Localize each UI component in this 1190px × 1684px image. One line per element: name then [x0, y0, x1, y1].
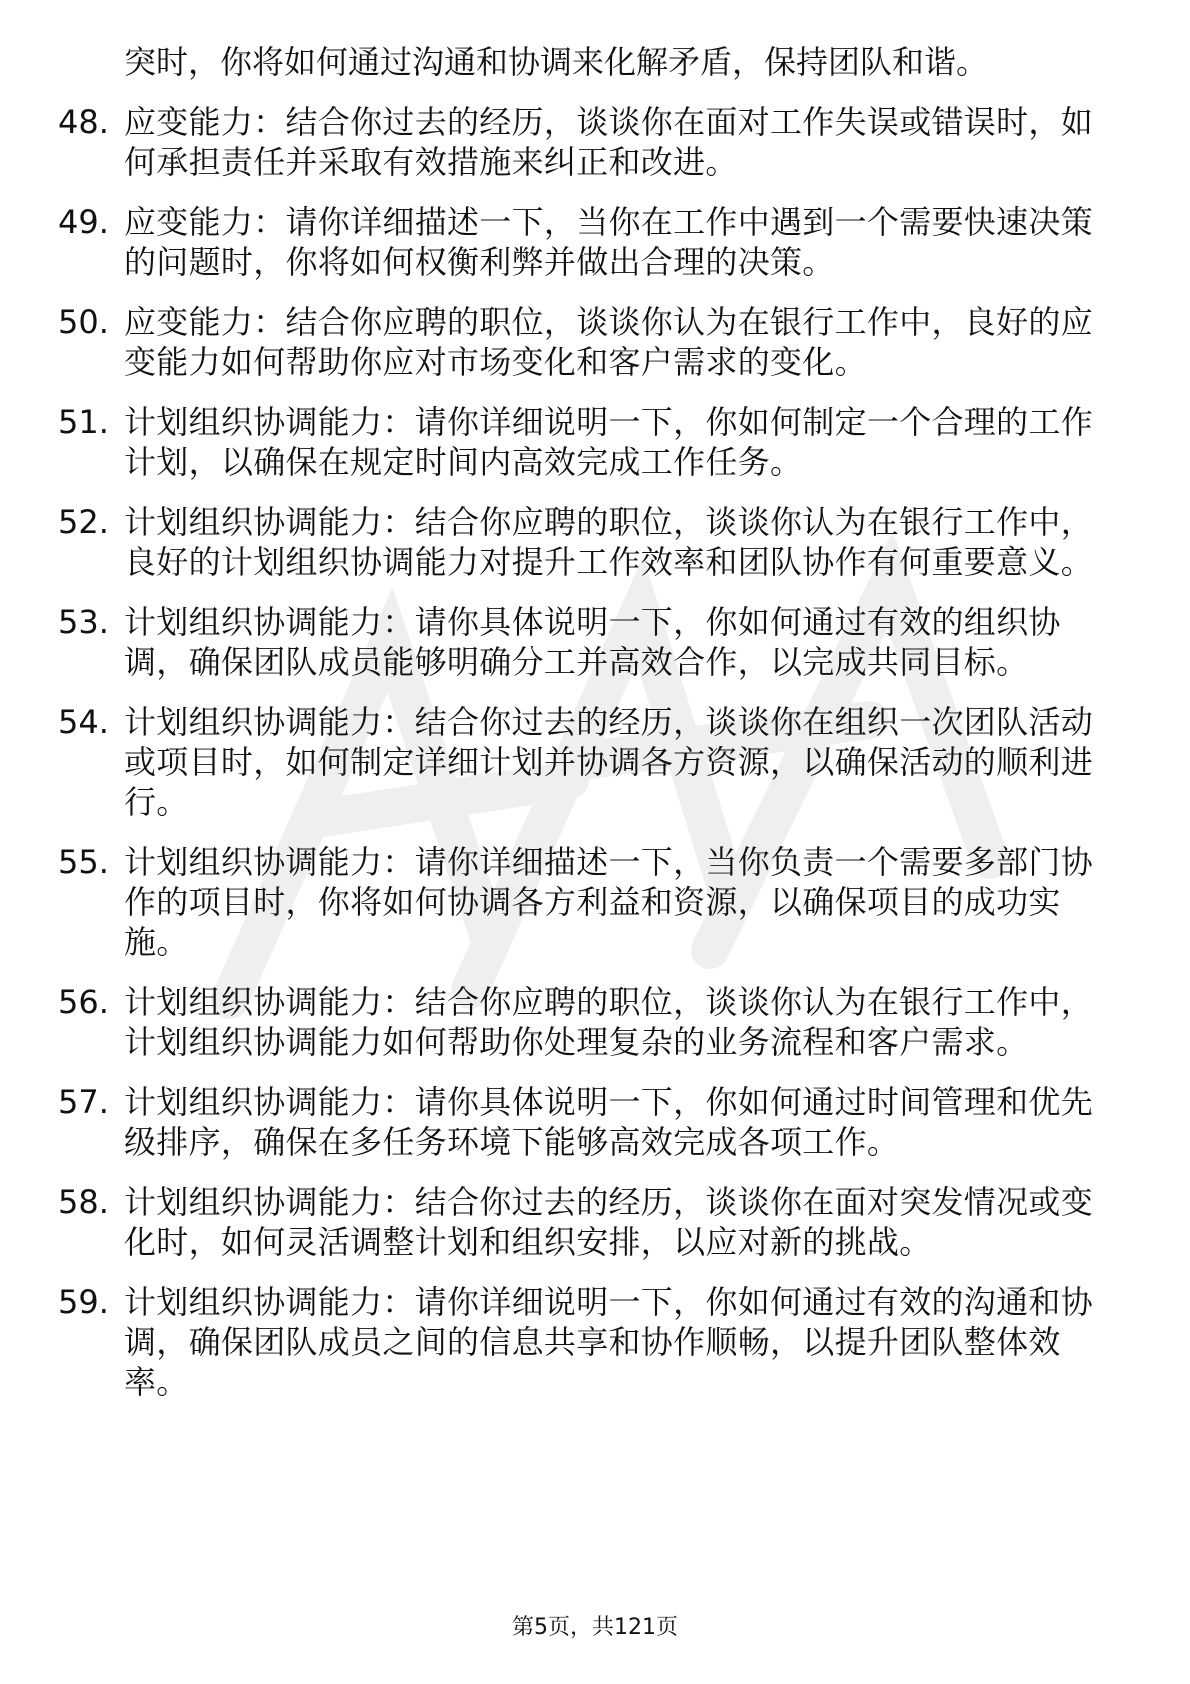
item-text: 计划组织协调能力：结合你过去的经历，谈谈你在面对突发情况或变化时，如何灵活调整计划和组织安排，以应对新的挑战。 [124, 1183, 1094, 1261]
item-number: 51. [58, 403, 109, 441]
list-item [58, 202, 1118, 282]
list-item [58, 302, 1118, 382]
item-text: 计划组织协调能力：结合你应聘的职位，谈谈你认为在银行工作中，计划组织协调能力如何帮助你处理复杂的业务流程和客户需求。 [124, 983, 1094, 1061]
item-number: 52. [58, 503, 109, 541]
list-item [58, 1182, 1118, 1262]
item-text: 计划组织协调能力：请你详细描述一下，当你负责一个需要多部门协作的项目时，你将如何协调各方利益和资源，以确保项目的成功实施。 [124, 843, 1094, 961]
list-item [58, 402, 1118, 482]
list-item [58, 1082, 1118, 1162]
item-number: 53. [58, 603, 109, 641]
list-item [58, 502, 1118, 582]
item-text: 应变能力：请你详细描述一下，当你在工作中遇到一个需要快速决策的问题时，你将如何权衡利弊并做出合理的决策。 [124, 203, 1094, 281]
continuation-text: 突时，你将如何通过沟通和协调来化解矛盾，保持团队和谐。 [124, 43, 989, 81]
item-text: 计划组织协调能力：请你具体说明一下，你如何通过有效的组织协调，确保团队成员能够明确分工并高效合作，以完成共同目标。 [124, 603, 1061, 681]
item-number: 59. [58, 1283, 109, 1321]
item-text: 应变能力：结合你过去的经历，谈谈你在面对工作失误或错误时，如何承担责任并采取有效措施来纠正和改进。 [124, 103, 1094, 181]
page-footer: 第5页，共121页 [512, 1615, 678, 1640]
item-text: 计划组织协调能力：请你详细说明一下，你如何通过有效的沟通和协调，确保团队成员之间的信息共享和协作顺畅，以提升团队整体效率。 [124, 1283, 1094, 1401]
item-number: 54. [58, 703, 109, 741]
document-body [58, 42, 1118, 1422]
item-text: 计划组织协调能力：结合你过去的经历，谈谈你在组织一次团队活动或项目时，如何制定详细计划并协调各方资源，以确保活动的顺利进行。 [124, 703, 1094, 821]
list-item [58, 702, 1118, 822]
item-number: 57. [58, 1083, 109, 1121]
list-item [58, 982, 1118, 1062]
list-item [58, 602, 1118, 682]
item-number: 48. [58, 103, 109, 141]
list-item [58, 842, 1118, 962]
item-number: 50. [58, 303, 109, 341]
item-number: 49. [58, 203, 109, 241]
item-text: 计划组织协调能力：请你详细说明一下，你如何制定一个合理的工作计划，以确保在规定时间内高效完成工作任务。 [124, 403, 1094, 481]
list-item [58, 102, 1118, 182]
item-number: 56. [58, 983, 109, 1021]
list-item [58, 1282, 1118, 1402]
item-text: 计划组织协调能力：结合你应聘的职位，谈谈你认为在银行工作中，良好的计划组织协调能力对提升工作效率和团队协作有何重要意义。 [124, 503, 1094, 581]
item-number: 55. [58, 843, 109, 881]
item-text: 计划组织协调能力：请你具体说明一下，你如何通过时间管理和优先级排序，确保在多任务环境下能够高效完成各项工作。 [124, 1083, 1094, 1161]
item-number: 58. [58, 1183, 109, 1221]
item-text: 应变能力：结合你应聘的职位，谈谈你认为在银行工作中，良好的应变能力如何帮助你应对市场变化和客户需求的变化。 [124, 303, 1094, 381]
